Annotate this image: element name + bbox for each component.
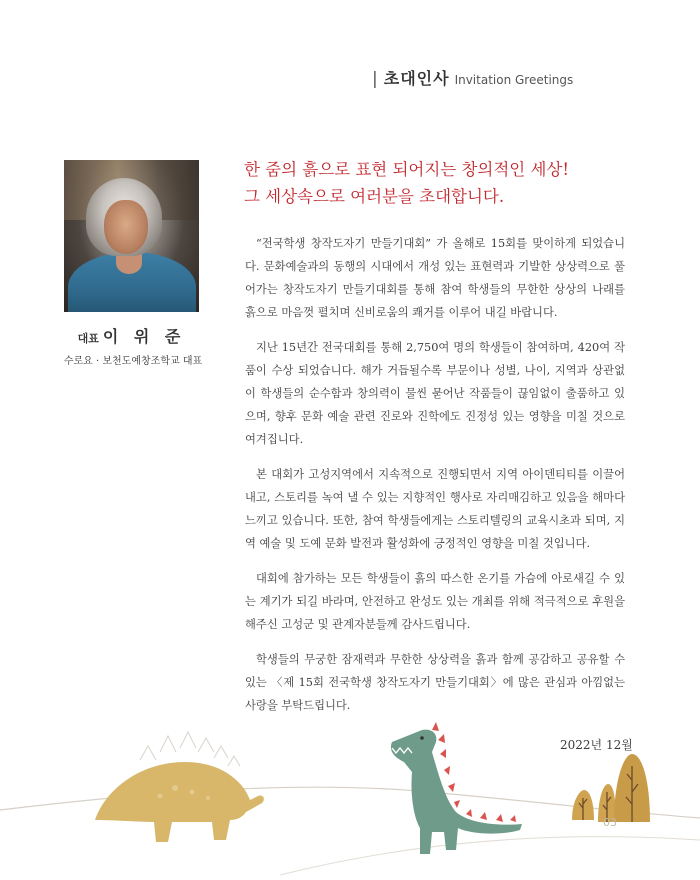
stegosaurus-illustration [95, 732, 264, 842]
representative-name [64, 324, 199, 347]
paragraph: 지난 15년간 전국대회를 통해 2,750여 명의 학생들이 참여하며, 420여 작품이 수상 되었습니다. 해가 거듭될수록 부문이나 성별, 나이, 지역과 상관없이 학생들의 순수함과 창의력이 물씬 묻어난 작품들이 끊임없이 출품하고 있으며, 향후 문화 예술 관련 진로와 진학에도 진정성 있는 영향을 미칠 것으로 여겨집니다. [245, 341, 625, 446]
headline [244, 156, 569, 210]
page-number: 03 [603, 816, 617, 829]
dinosaur-decoration [0, 700, 700, 880]
section-header [372, 66, 573, 89]
header-title-en: Invitation Greetings [454, 73, 574, 87]
date: 2022년 12월 [560, 738, 633, 752]
tyrannosaurus-illustration [391, 722, 522, 854]
paragraph: 대회에 참가하는 모든 학생들이 흙의 따스한 온기를 가슴에 아로새길 수 있는 계기가 되길 바라며, 안전하고 완성도 있는 개최를 위해 적극적으로 후원을 해주신 고성군 및 관계자분들께 감사드립니다. [245, 572, 625, 631]
representative-name-text: 이 위 준 [102, 327, 186, 346]
headline-line-2: 그 세상속으로 여러분을 초대합니다. [244, 187, 505, 206]
paragraph: 본 대회가 고성지역에서 지속적으로 진행되면서 지역 아이덴티티를 이끌어내고, 스토리를 녹여 낼 수 있는 지향적인 행사로 자리매김하고 있음을 해마다 느끼고 있습니다. 또한, 참여 학생들에게는 스토리텔링의 교육시초과 되며, 지역 예술 및 도예 문화 발전과 활성화에 긍정적인 영향을 미칠 것입니다. [245, 468, 625, 550]
headline-line-1: 한 줌의 흙으로 표현 되어지는 창의적인 세상! [244, 160, 570, 179]
representative-photo [64, 160, 199, 312]
greeting-body [245, 232, 625, 729]
representative-title: 수로요 · 보천도예창조학교 대표 [63, 356, 203, 367]
header-title-ko: 초대인사 [383, 69, 450, 88]
representative-role: 대표 [77, 332, 99, 345]
paragraph: “전국학생 창작도자기 만들기대회” 가 올해로 15회를 맞이하게 되었습니다. 문화예술과의 동행의 시대에서 개성 있는 표현력과 기발한 상상력으로 풀어가는 창작도자기 만들기대회를 통해 참여 학생들의 무한한 상상의 나래를 흙으로 마음껏 펼치며 신비로움의 쾌거를 이루어 내길 바랍니다. [245, 237, 625, 319]
header-bar: | [372, 69, 378, 89]
paragraph: 학생들의 무궁한 잠재력과 무한한 상상력을 흙과 함께 공감하고 공유할 수 있는 〈제 15회 전국학생 창작도자기 만들기대회〉에 많은 관심과 아낌없는 사랑을 부탁드립니다. [245, 653, 625, 712]
tree-illustration [572, 754, 650, 822]
